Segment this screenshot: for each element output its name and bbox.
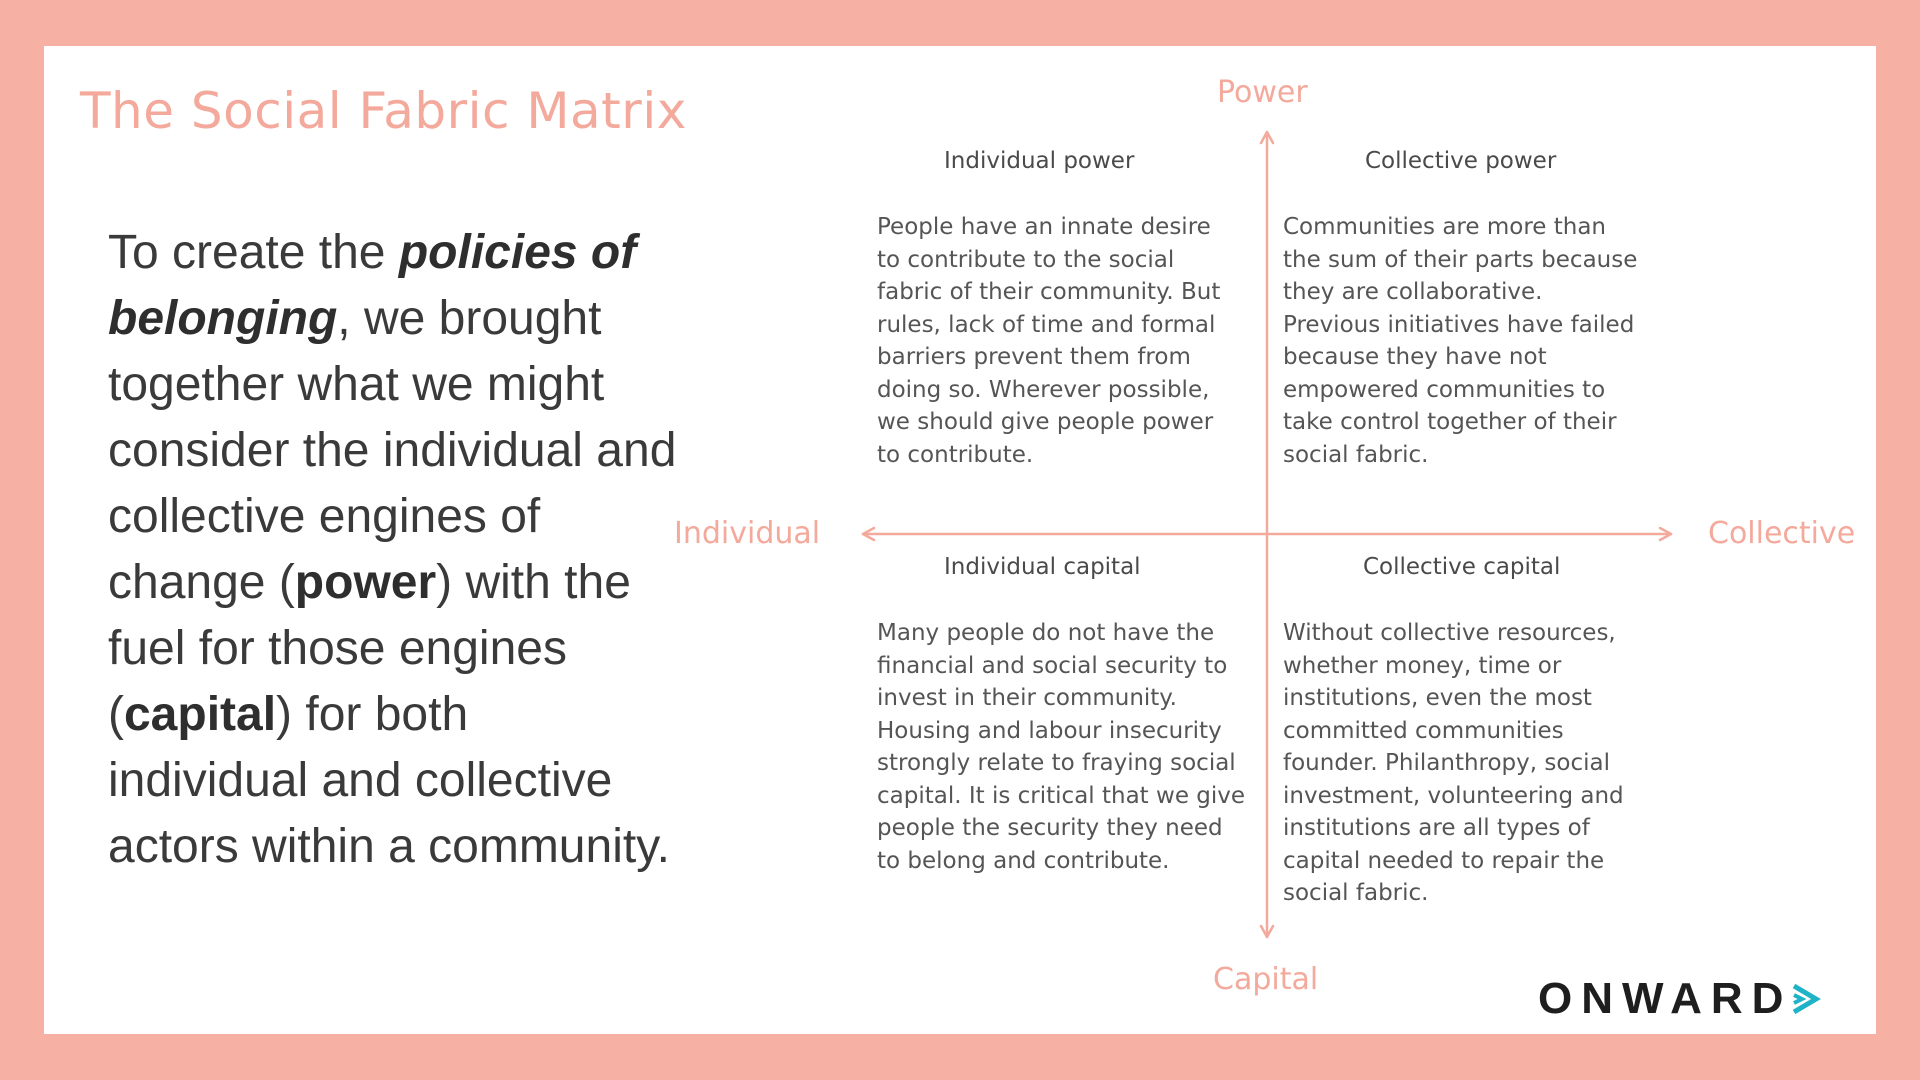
axis-label-individual: Individual [674, 516, 821, 551]
quadrant-text-line: take control together of their [1283, 409, 1617, 435]
quadrant-text-line: to belong and contribute. [877, 847, 1170, 874]
quadrant-text-line: empowered communities to [1283, 376, 1606, 403]
quadrant-title-individual-power: Individual power [944, 148, 1135, 174]
axis-label-power: Power [1217, 75, 1308, 110]
quadrant-text-line: barriers prevent them from [877, 344, 1191, 370]
quadrant-text-line: Previous initiatives have failed [1283, 311, 1635, 338]
quadrant-text-individual-power [877, 211, 1220, 471]
quadrant-text-line: fabric of their community. But [877, 279, 1221, 305]
quadrant-title-individual-capital: Individual capital [944, 554, 1141, 580]
slide-title: The Social Fabric Matrix [80, 82, 687, 140]
quadrant-text-line: institutions, even the most [1283, 685, 1592, 711]
quadrant-text-individual-capital [877, 617, 1245, 877]
quadrant-text-line: Housing and labour insecurity [877, 717, 1222, 744]
quadrant-text-collective-capital [1283, 617, 1624, 910]
quadrant-text-collective-power [1283, 211, 1637, 471]
quadrant-text-line: they are collaborative. [1283, 279, 1543, 305]
quadrant-text-line: we should give people power [877, 409, 1214, 435]
quadrant-text-line: because they have not [1283, 344, 1547, 370]
quadrant-text-line: whether money, time or [1283, 652, 1562, 679]
quadrant-text-line: People have an innate desire [877, 214, 1211, 240]
intro-text: ) with the fuel for those engines ( [108, 556, 631, 741]
quadrant-text-line: financial and social security to [877, 652, 1228, 679]
quadrant-text-line: Without collective resources, [1283, 620, 1616, 646]
quadrant-title-collective-power: Collective power [1365, 148, 1557, 174]
quadrant-text-line: social fabric. [1283, 880, 1429, 906]
quadrant-text-line: social fabric. [1283, 441, 1429, 468]
axis-label-collective: Collective [1708, 516, 1856, 551]
logo-wordmark: ONWARD [1538, 974, 1793, 1023]
quadrant-text-line: capital needed to repair the [1283, 847, 1605, 874]
quadrant-text-line: committed communities [1283, 717, 1564, 744]
quadrant-text-line: founder. Philanthropy, social [1283, 750, 1610, 776]
quadrant-text-line: Many people do not have the [877, 620, 1215, 646]
quadrant-text-line: people the security they need [877, 815, 1223, 841]
intro-emphasis-capital: capital [123, 688, 277, 741]
onward-logo [1538, 974, 1822, 1024]
quadrant-text-line: investment, volunteering and [1283, 782, 1624, 809]
quadrant-text-line: capital. It is critical that we give [877, 782, 1246, 809]
intro-text: , we brought together what we might consider the individual and collective engines of change ( [108, 292, 677, 609]
intro-text: ) for both individual and collective actors within a community. [108, 688, 670, 873]
axis-label-capital: Capital [1213, 962, 1319, 997]
quadrant-text-line: rules, lack of time and formal [877, 311, 1216, 338]
chevron-arrow-icon [1788, 981, 1822, 1017]
quadrant-title-collective-capital: Collective capital [1363, 554, 1561, 580]
quadrant-text-line: institutions are all types of [1283, 815, 1590, 841]
quadrant-text-line: to contribute to the social [877, 246, 1175, 273]
intro-emphasis-power: power [294, 556, 437, 609]
quadrant-text-line: strongly relate to fraying social [877, 750, 1236, 776]
intro-text: To create the [108, 226, 399, 279]
quadrant-text-line: the sum of their parts because [1283, 246, 1638, 273]
quadrant-text-line: Communities are more than [1283, 214, 1606, 240]
intro-emphasis-policies: policies of belonging [108, 226, 637, 345]
quadrant-text-line: invest in their community. [877, 685, 1177, 711]
quadrant-text-line: doing so. Wherever possible, [877, 376, 1210, 403]
quadrant-text-line: to contribute. [877, 441, 1034, 468]
